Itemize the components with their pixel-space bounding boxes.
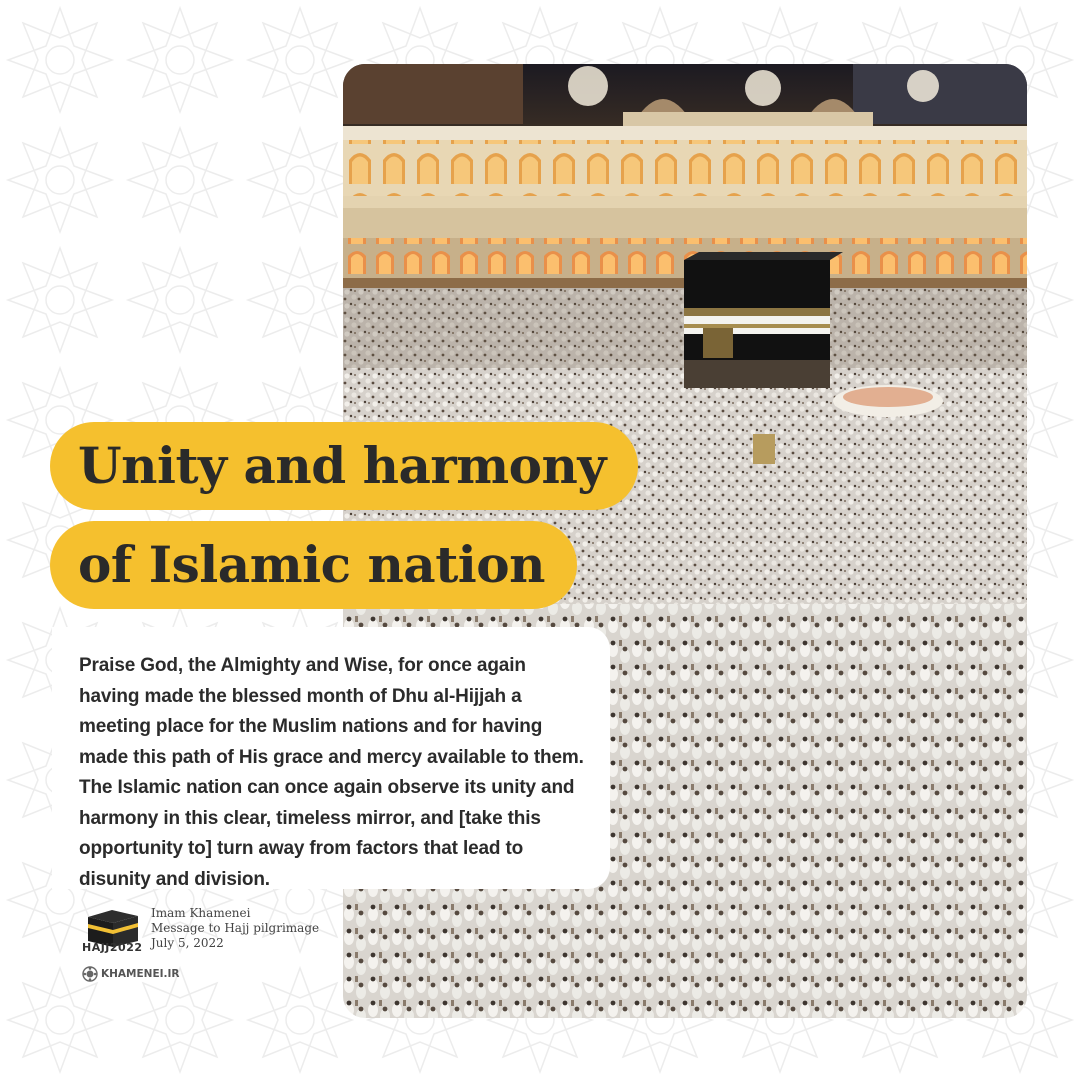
site-logo-icon <box>82 966 98 982</box>
quote-text: Praise God, the Almighty and Wise, for once again having made the blessed month of Dhu al-Hijjah a meeting place for the Muslim nations and for having made this path of His grace and mercy available to them. The Islamic nation can once again observe its unity and harmony in this clear, timeless mirror, and [take this opportunity to] turn away from factors that lead to disunity and division. <box>79 655 584 890</box>
kaaba <box>684 252 843 388</box>
quote-box <box>52 627 610 889</box>
source-date: July 5, 2022 <box>151 936 224 950</box>
source-citation <box>151 906 319 951</box>
footer <box>82 898 342 998</box>
title-line-1: Unity and harmony <box>50 422 638 510</box>
source-author: Imam Khamenei <box>151 906 251 920</box>
hajj-badge: HAJJ2022 <box>82 941 143 954</box>
title-line-2: of Islamic nation <box>50 521 577 609</box>
website-text: KHAMENEI.IR <box>101 968 180 980</box>
source-event: Message to Hajj pilgrimage <box>151 921 320 935</box>
website-credit <box>82 966 180 982</box>
